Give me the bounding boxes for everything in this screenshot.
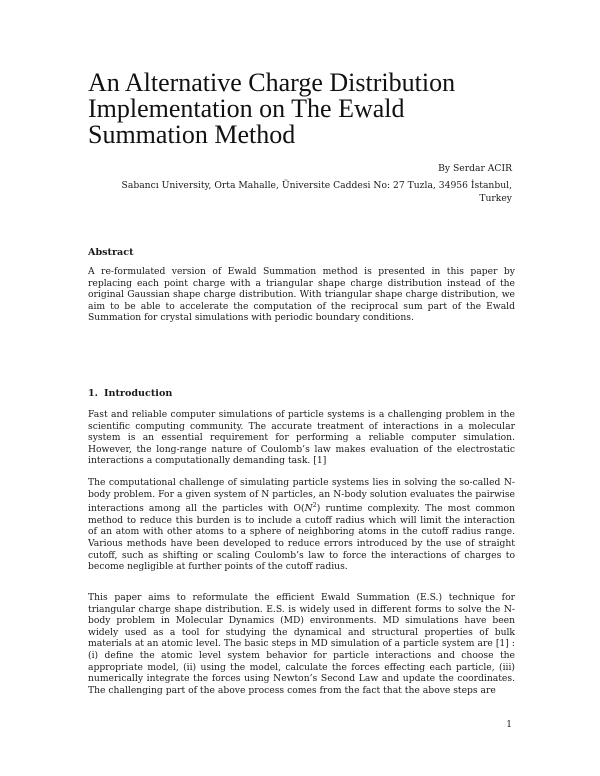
complexity-exponent: 2 (312, 501, 317, 510)
section-title: Introduction (104, 388, 173, 399)
paragraph-2-text-end: ) runtime complexity. The most common method to reduce this burden is to include a cutoff radius which will limit the interaction of an atom with other atoms to a sphere of neighboring atoms in the cutoff radius range. Various methods have been developed to reduce errors introduced by the use of straight cutoff, such as shifting or scaling Coulomb’s law to force the interactions of charges to become negligible at further points of the cutoff radius. (88, 503, 515, 573)
paper-title: An Alternative Charge Distribution Implementation on The Ewald Summation Method (88, 68, 456, 149)
author-line: By Serdar ACIR (438, 163, 512, 174)
section-number: 1. (88, 388, 99, 399)
affiliation-line: Sabancı University, Orta Mahalle, Üniversite Caddesi No: 27 Tuzla, 34956 İstanbul, Turkey (121, 180, 512, 204)
paragraph-2-text-start: The computational challenge of simulating particle systems lies in solving the so-called N-body problem. For a given system of N particles, an N-body solution evaluates the pairwise interactions among all the particles with O( (88, 477, 515, 515)
intro-paragraph-1: Fast and reliable computer simulations of particle systems is a challenging problem in the scientific computing community. The accurate treatment of interactions in a molecular system is an essential requirement for performing a reliable computer simulation. However, the long-range nature of Coulomb’s law makes evaluation of the electrostatic interactions a computationally demanding task. [1] (88, 409, 515, 467)
introduction-heading (88, 388, 172, 400)
intro-paragraph-3: This paper aims to reformulate the efficient Ewald Summation (E.S.) technique for triangular charge shape distribution. E.S. is widely used in different forms to solve the N-body problem in Molecular Dynamics (MD) environments. MD simulations have been widely used as a tool for studying the dynamical and structural properties of bulk materials at an atomic level. The basic steps in MD simulation of a particle system are [1] : (i) define the atomic level system behavior for particle interactions and choose the appropriate model, (ii) using the model, calculate the forces effecting each particle, (iii) numerically integrate the forces using Newton’s Second Law and update the coordinates. The challenging part of the above process comes from the fact that the above steps are (88, 592, 515, 696)
complexity-base: N (304, 503, 313, 515)
page-number: 1 (506, 720, 512, 730)
abstract-heading: Abstract (88, 247, 134, 258)
abstract-text: A re-formulated version of Ewald Summation method is presented in this paper by replacing each point charge with a triangular shape charge distribution instead of the original Gaussian shape charge distribution. With triangular shape charge distribution, we aim to be able to accelerate the computation of the reciprocal sum part of the Ewald Summation for crystal simulations with periodic boundary conditions. (88, 266, 515, 324)
intro-paragraph-2 (88, 477, 515, 573)
